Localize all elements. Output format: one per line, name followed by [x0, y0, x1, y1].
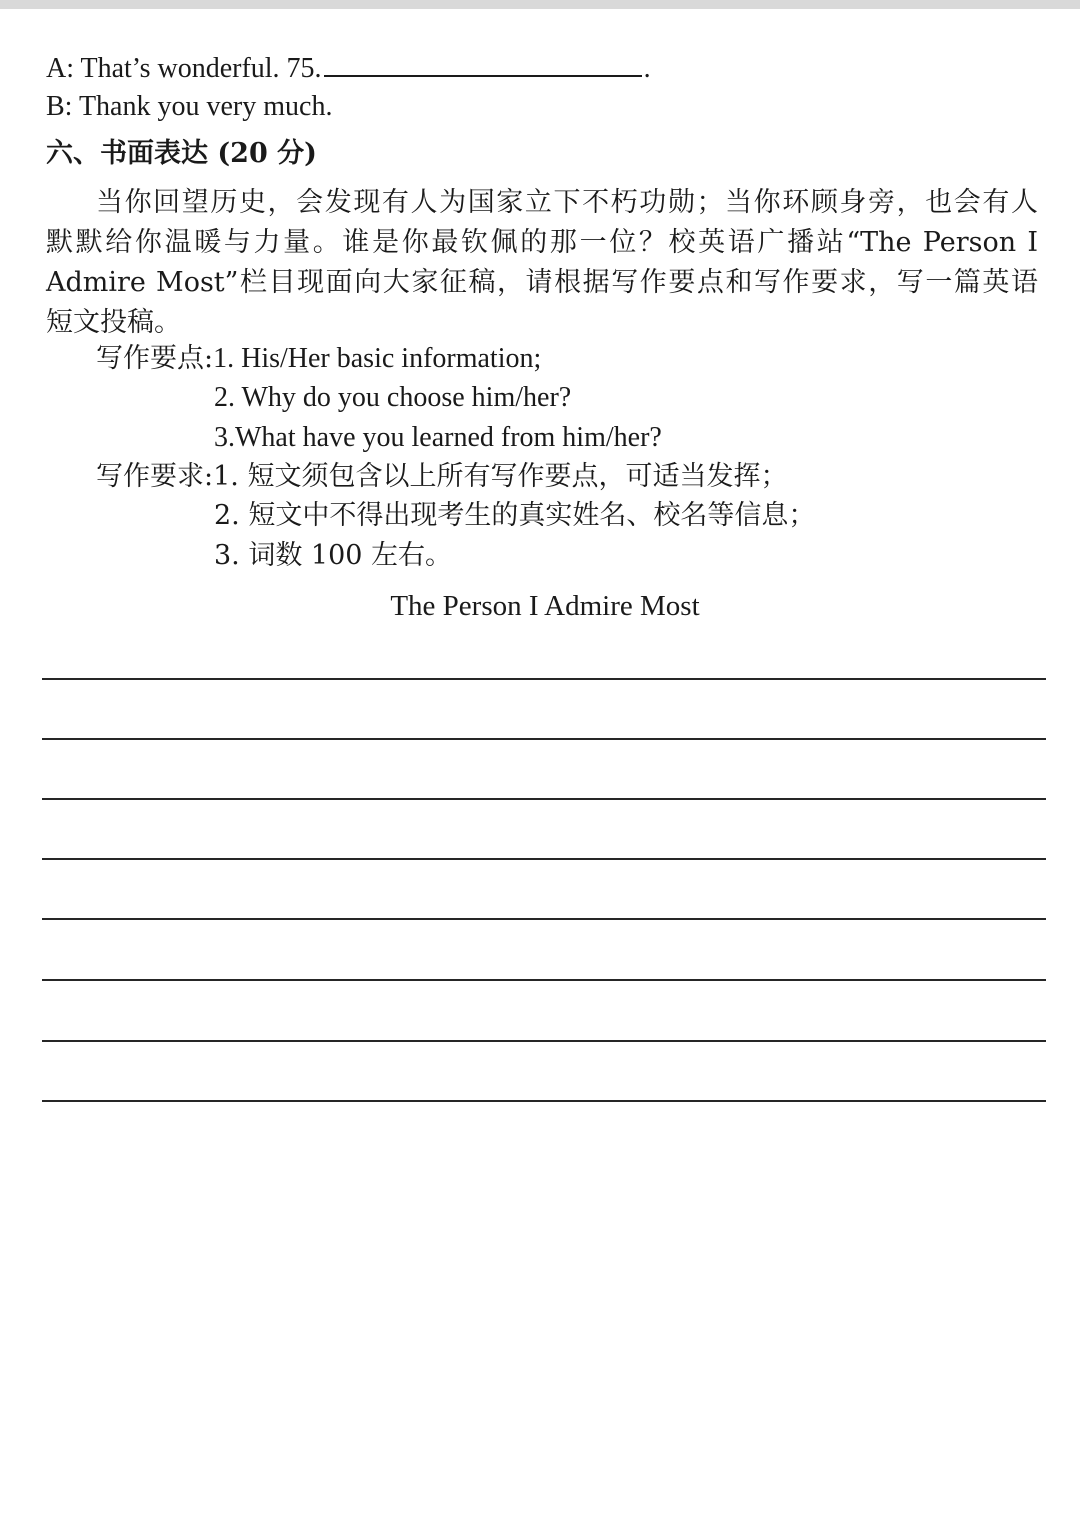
writing-line[interactable]	[42, 1040, 1046, 1042]
writing-line[interactable]	[42, 738, 1046, 740]
prompt-line: 短文投稿。	[46, 307, 181, 338]
dialogue-line-a-period: .	[643, 53, 651, 84]
key-points-row-1	[96, 342, 541, 376]
dialogue-line-a-text: A: That’s wonderful. 75.	[46, 53, 322, 84]
prompt-paragraph	[46, 183, 1038, 343]
writing-line[interactable]	[42, 918, 1046, 920]
dialogue-line-a	[46, 52, 651, 86]
key-point-item: 2. Why do you choose him/her?	[214, 382, 572, 413]
prompt-line: 默默给你温暖与力量。谁是你最钦佩的那一位？校英语广播站“The Person I	[46, 227, 1038, 258]
essay-title: The Person I Admire Most	[390, 590, 700, 622]
requirements-row-1	[96, 460, 787, 494]
writing-line[interactable]	[42, 678, 1046, 680]
requirement-item: 3. 词数 100 左右。	[214, 540, 453, 571]
writing-line[interactable]	[42, 1100, 1046, 1102]
key-points-label: 写作要点:	[96, 343, 214, 374]
section-title: 六、书面表达 (20 分)	[46, 138, 317, 169]
requirement-item: 2. 短文中不得出现考生的真实姓名、校名等信息；	[214, 500, 816, 531]
prompt-line: Admire Most”栏目现面向大家征稿，请根据写作要点和写作要求，写一篇英语	[46, 267, 1038, 298]
writing-line[interactable]	[42, 858, 1046, 860]
writing-line[interactable]	[42, 979, 1046, 981]
top-edge-bar	[0, 0, 1080, 9]
writing-line[interactable]	[42, 798, 1046, 800]
dialogue-line-b: B: Thank you very much.	[46, 91, 333, 122]
key-point-item: 3.What have you learned from him/her?	[214, 422, 662, 453]
prompt-line: 当你回望历史，会发现有人为国家立下不朽功勋；当你环顾身旁，也会有人	[96, 187, 1038, 218]
answer-blank-75[interactable]	[324, 53, 642, 77]
key-point-item: 1. His/Her basic information;	[213, 343, 542, 374]
requirements-label: 写作要求:	[96, 461, 214, 492]
requirement-item: 1. 短文须包含以上所有写作要点，可适当发挥；	[213, 461, 788, 492]
